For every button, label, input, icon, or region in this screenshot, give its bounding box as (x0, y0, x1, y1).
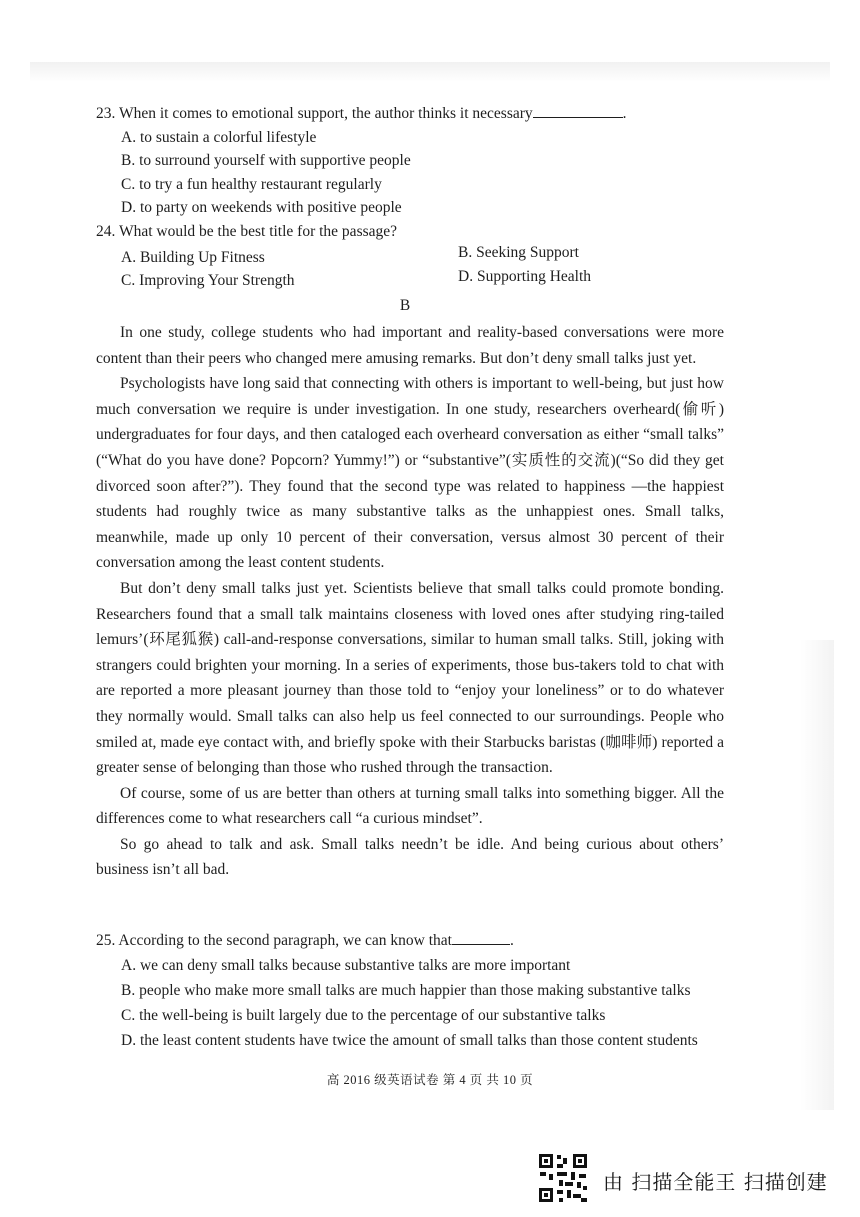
passage-paragraph-1: In one study, college students who had important and reality-based conversations were more content than their peers who changed mere amusing remarks. But don’t deny small talks just yet. (96, 324, 724, 367)
question-25-option-b: B. people who make more small talks are much happier than those making substantive talks (121, 982, 691, 999)
question-24-option-c: C. Improving Your Strength (121, 272, 295, 289)
question-23-option-b: B. to surround yourself with supportive people (121, 152, 411, 169)
question-23-option-c: C. to try a fun healthy restaurant regularly (121, 176, 382, 193)
question-23-option-a: A. to sustain a colorful lifestyle (121, 129, 317, 146)
scanner-watermark: 由 扫描全能王 扫描创建 (603, 1170, 828, 1194)
scan-shadow-right (800, 640, 834, 1110)
scan-shadow-top (30, 62, 830, 82)
passage (96, 320, 724, 883)
question-24-option-b: B. Seeking Support (458, 244, 579, 261)
question-23-option-d: D. to party on weekends with positive people (121, 199, 402, 216)
question-25-stem: 25. According to the second paragraph, we can know that . (96, 932, 514, 949)
question-25-option-c: C. the well-being is built largely due to the percentage of our substantive talks (121, 1007, 606, 1024)
passage-paragraph-3: But don’t deny small talks just yet. Scientists believe that small talks could promote bonding. Researchers found that a small talk maintains closeness with loved ones after studying ring-tailed lemurs’(环尾狐猴) call-and-response conversations, similar to human small talks. Still, joking with strangers could brighten your morning. In a series of experiments, those bus-takers told to chat with are reported a more pleasant journey than those told to “enjoy your loneliness” or to do whatever they normally would. Small talks can also help us feel connected to our surroundings. People who smiled at, made eye contact with, and briefly spoke with their Starbucks baristas (咖啡师) reported a greater sense of belonging than those who rushed through the transaction. (96, 579, 724, 777)
question-25-option-d: D. the least content students have twice the amount of small talks than those content students (121, 1032, 698, 1049)
qr-code-icon (537, 1152, 589, 1204)
answer-blank (452, 930, 510, 945)
passage-paragraph-5: So go ahead to talk and ask. Small talks needn’t be idle. And being curious about others’ business isn’t all bad. (96, 835, 724, 879)
question-24-stem: 24. What would be the best title for the passage? (96, 223, 398, 240)
passage-paragraph-4: Of course, some of us are better than others at turning small talks into something bigger. All the differences come to what researchers call “a curious mindset”. (96, 784, 724, 828)
question-24-option-d: D. Supporting Health (458, 268, 592, 285)
question-25-option-a: A. we can deny small talks because substantive talks are more important (121, 957, 571, 974)
section-label: B (399, 297, 411, 314)
answer-blank (533, 103, 623, 118)
question-24-option-a: A. Building Up Fitness (121, 249, 265, 266)
passage-paragraph-2: Psychologists have long said that connecting with others is important to well-being, but just how much conversation we require is under investigation. In one study, researchers overheard(偷听) undergraduates for four days, and then cataloged each overheard conversation as either “small talks” (“What do you have done? Popcorn? Yummy!”) or “substantive”(实质性的交流)(“So did they get divorced soon after?”). They found that the second type was related to happiness —the happiest students had roughly twice as many substantive talks as the unhappiest ones. Small talks, meanwhile, made up only 10 percent of their conversation, versus almost 30 percent of their conversation among the least content students. (96, 375, 724, 572)
page-footer: 高 2016 级英语试卷 第 4 页 共 10 页 (326, 1073, 534, 1087)
question-23-stem: 23. When it comes to emotional support, the author thinks it necessary . (96, 105, 627, 122)
